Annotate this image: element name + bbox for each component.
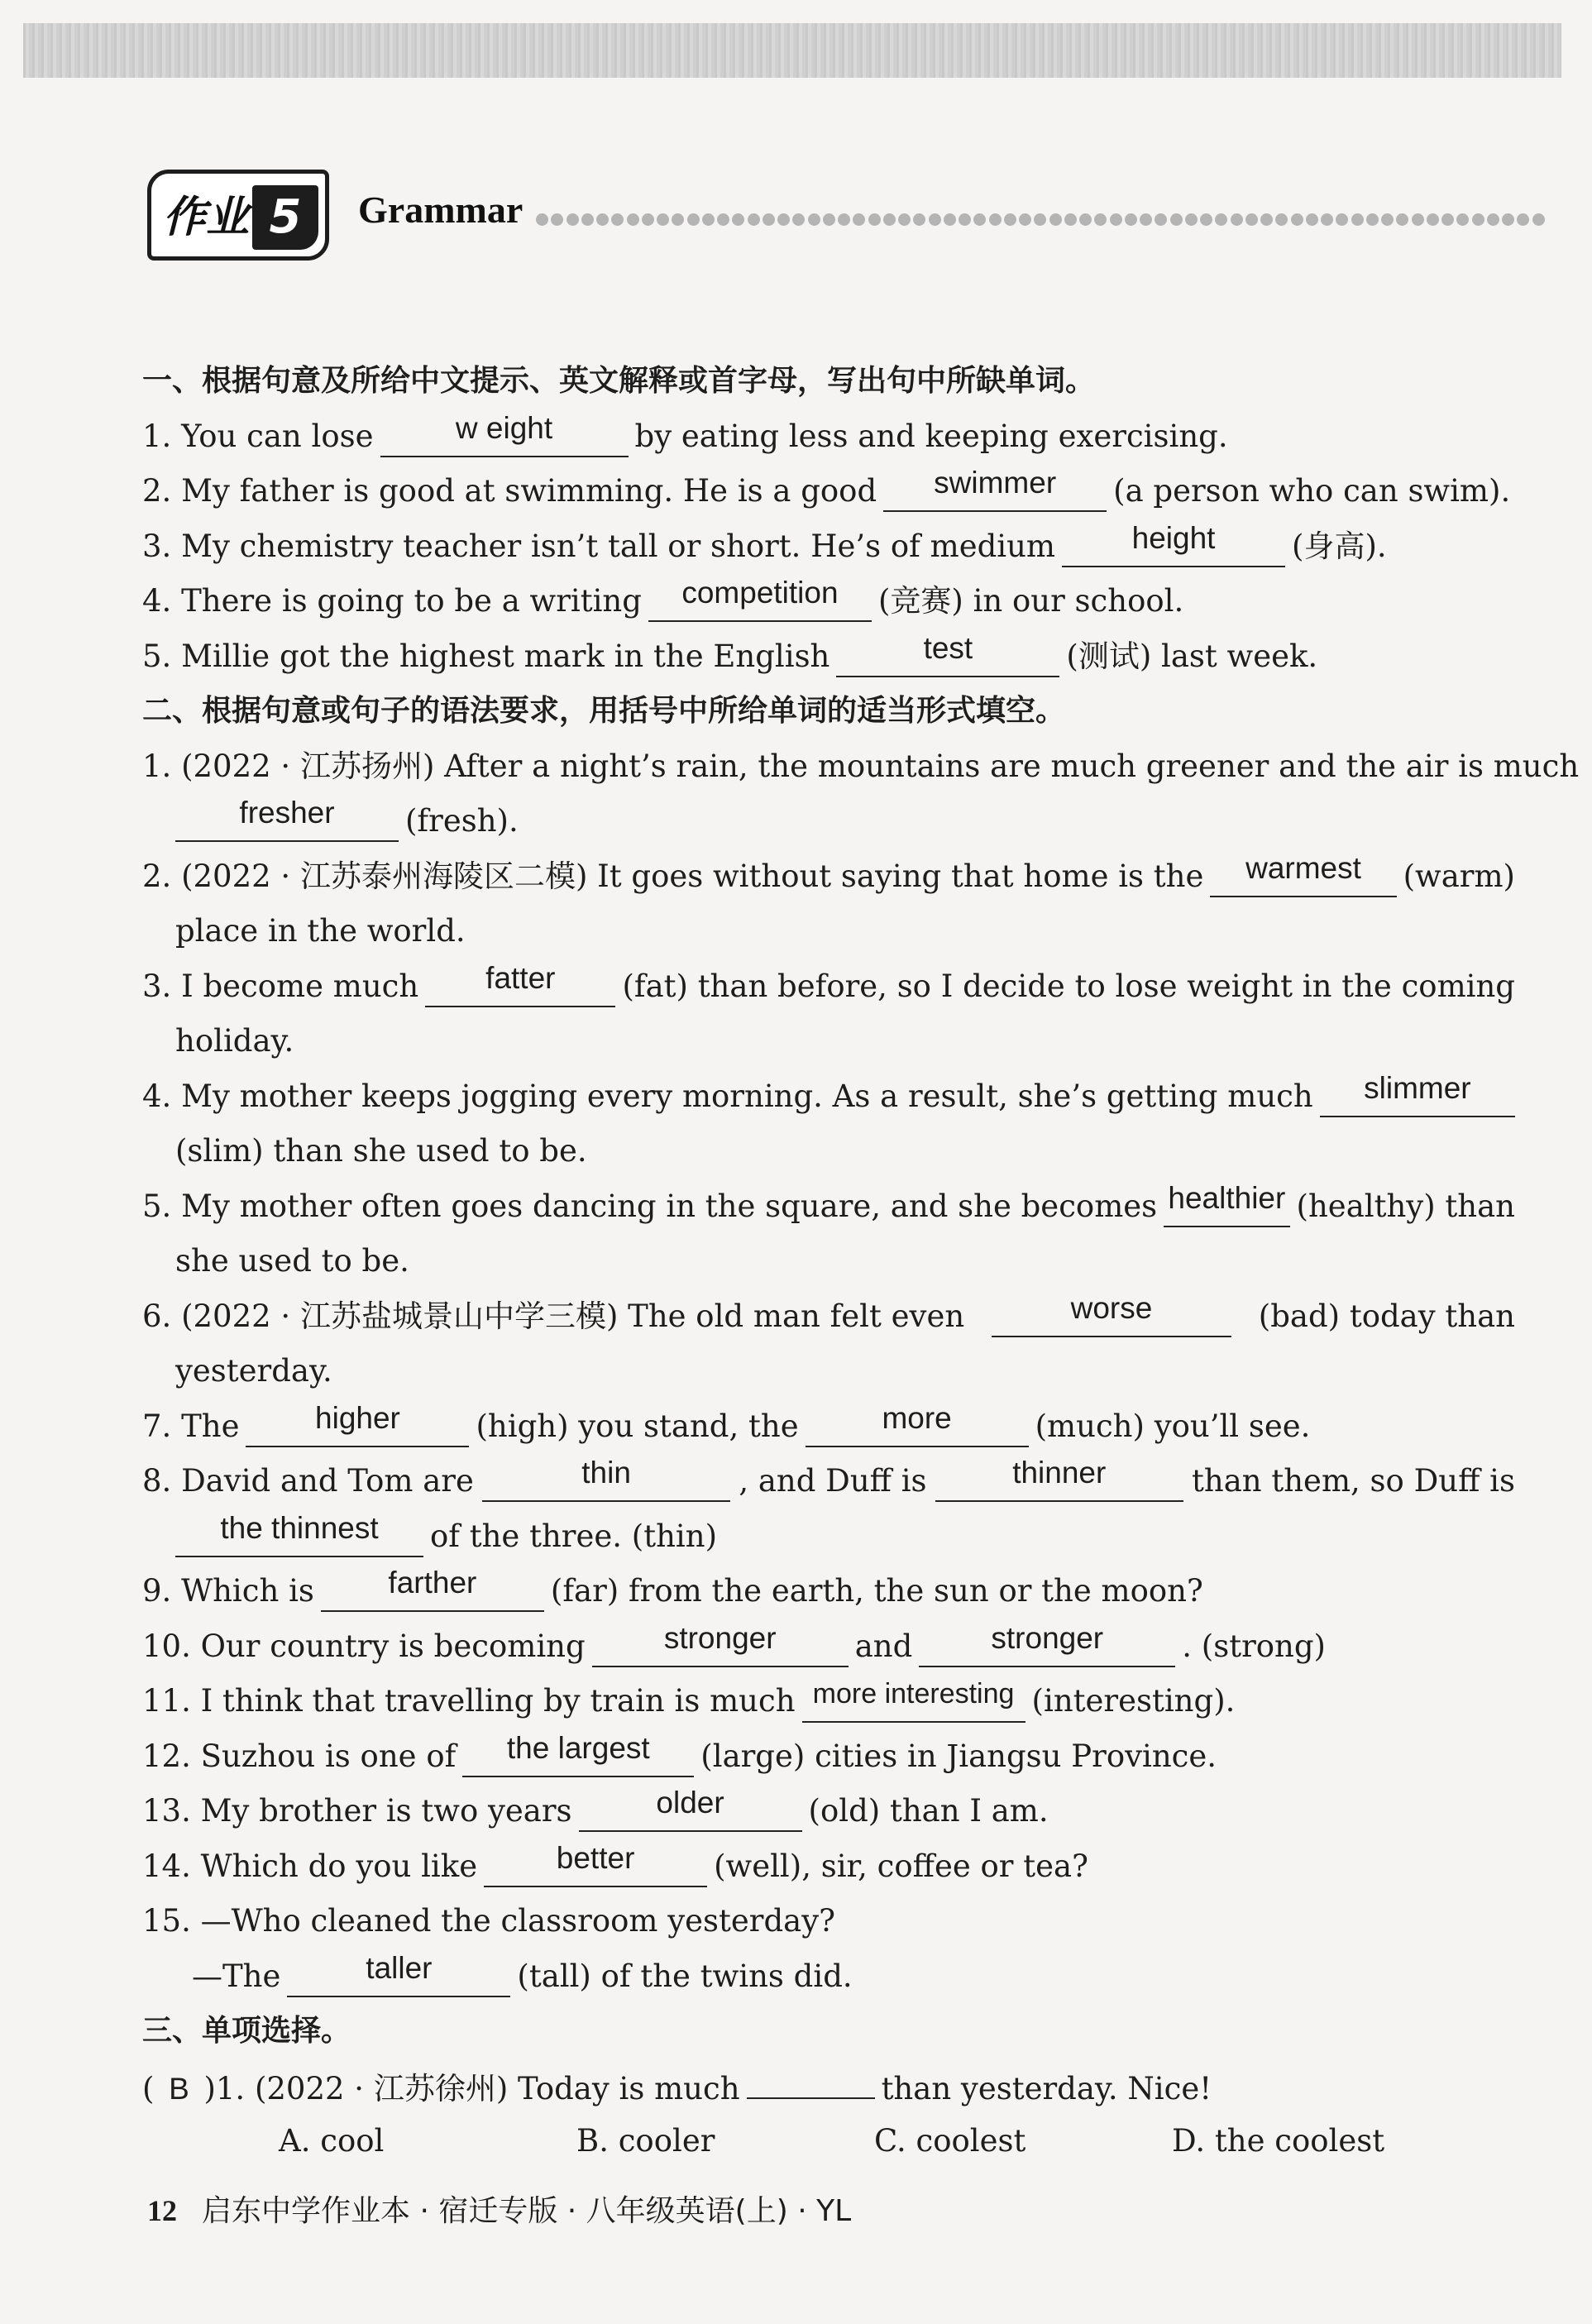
answer-blank[interactable]: higher (246, 1408, 469, 1447)
answer-blank[interactable]: swimmer (883, 472, 1107, 512)
s2-question-14: 14. Which do you like better (well), sir, coffee or tea? (142, 1839, 1515, 1895)
s2-question-12: 12. Suzhou is one of the largest (large) cities in Jiangsu Province. (142, 1729, 1515, 1785)
footer-text: 启东中学作业本 · 宿迁专版 · 八年级英语(上) · YL (202, 2194, 852, 2228)
answer-blank[interactable]: w eight (380, 418, 629, 457)
s2-question-3-line1: 3. I become much fatter (fat) than before, so I decide to lose weight in the coming (142, 959, 1515, 1015)
s2-question-6-line2: yesterday. (175, 1353, 332, 1389)
answer-blank[interactable]: height (1062, 528, 1285, 567)
assignment-badge (147, 170, 329, 261)
answer-blank[interactable]: farther (321, 1572, 544, 1612)
answer-blank[interactable]: stronger (592, 1628, 849, 1667)
scan-top-strip (23, 23, 1561, 78)
s3-question-1-options (142, 2114, 1515, 2169)
option-a[interactable]: A. cool (279, 2123, 385, 2159)
answer-blank[interactable]: slimmer (1320, 1078, 1515, 1117)
s2-question-9: 9. Which is farther (far) from the earth, the sun or the moon? (142, 1564, 1515, 1619)
s2-question-4-line2: (slim) than she used to be. (175, 1133, 587, 1169)
section2-heading: 二、根据句意或句子的语法要求，用括号中所给单词的适当形式填空。 (142, 694, 1066, 728)
s2-question-6-line1: 6. (2022 · 江苏盐城景山中学三模) The old man felt even worse (bad) today than (142, 1289, 1515, 1345)
s2-question-15-line2: —The taller (tall) of the twins did. (142, 1949, 1515, 2005)
answer-blank[interactable]: test (836, 638, 1059, 677)
answer-blank[interactable]: competition (648, 582, 872, 622)
option-c[interactable]: C. coolest (874, 2123, 1026, 2159)
s1-question-1: 1. You can lose w eight by eating less and keeping exercising. (142, 409, 1515, 465)
answer-blank[interactable]: the thinnest (175, 1518, 423, 1557)
s2-question-4-line1: 4. My mother keeps jogging every morning. As a result, she’s getting much slimmer (142, 1069, 1515, 1125)
answer-blank[interactable]: healthier (1164, 1188, 1289, 1227)
page-footer (147, 2188, 851, 2230)
choice-answer[interactable]: B (169, 2071, 189, 2106)
worksheet-content (142, 354, 1580, 2169)
section1-heading: 一、根据句意及所给中文提示、英文解释或首字母，写出句中所缺单词。 (142, 364, 1096, 398)
answer-blank[interactable]: fresher (175, 802, 399, 842)
s2-question-8-line2: the thinnest of the three. (thin) (142, 1509, 1515, 1565)
badge-text: 作业 (163, 193, 250, 242)
answer-blank[interactable]: the largest (462, 1738, 694, 1777)
s2-question-13: 13. My brother is two years older (old) than I am. (142, 1784, 1515, 1839)
s2-question-5-line1: 5. My mother often goes dancing in the square, and she becomes healthier (healthy) than (142, 1179, 1515, 1235)
s1-question-3: 3. My chemistry teacher isn’t tall or short. He’s of medium height (身高). (142, 519, 1515, 575)
option-b[interactable]: B. cooler (576, 2123, 715, 2159)
answer-blank[interactable]: taller (287, 1958, 510, 1997)
s2-question-5-line2: she used to be. (175, 1243, 409, 1279)
assignment-header (147, 170, 1553, 265)
option-d[interactable]: D. the coolest (1172, 2123, 1385, 2159)
answer-blank[interactable]: thinner (935, 1462, 1183, 1502)
answer-blank[interactable]: better (484, 1848, 707, 1887)
answer-blank[interactable]: thin (482, 1462, 730, 1502)
s2-question-8-line1: 8. David and Tom are thin , and Duff is thinner than them, so Duff is (142, 1454, 1515, 1509)
page-number: 12 (147, 2194, 177, 2227)
answer-blank[interactable]: older (579, 1792, 802, 1832)
s2-question-1-line2: fresher (fresh). (142, 794, 1515, 849)
s2-question-2-line2: place in the world. (175, 913, 466, 949)
s2-question-11: 11. I think that travelling by train is much more interesting (interesting). (142, 1674, 1515, 1729)
s1-question-5: 5. Millie got the highest mark in the English test (测试) last week. (142, 629, 1515, 685)
s3-question-1: ( B )1. (2022 · 江苏徐州) Today is much than yesterday. Nice! (142, 2059, 1515, 2115)
answer-blank[interactable]: fatter (425, 968, 615, 1007)
answer-blank[interactable] (747, 2059, 875, 2099)
s1-question-2: 2. My father is good at swimming. He is a good swimmer (a person who can swim). (142, 464, 1515, 519)
section3-heading: 三、单项选择。 (142, 2014, 351, 2048)
answer-blank[interactable]: stronger (919, 1628, 1175, 1667)
answer-blank[interactable]: more interesting (802, 1683, 1025, 1723)
answer-blank[interactable]: more (806, 1408, 1029, 1447)
page-title: Grammar (358, 189, 523, 231)
s2-question-15-line1: 15. —Who cleaned the classroom yesterday? (142, 1903, 835, 1939)
s2-question-2-line1: 2. (2022 · 江苏泰州海陵区二模) It goes without saying that home is the warmest (warm) (142, 849, 1515, 905)
s2-question-10: 10. Our country is becoming stronger and stronger . (strong) (142, 1619, 1515, 1675)
s1-question-4: 4. There is going to be a writing competition (竞赛) in our school. (142, 574, 1515, 629)
s2-question-3-line2: holiday. (175, 1023, 294, 1059)
dotted-divider (536, 209, 1545, 229)
badge-number: 5 (252, 185, 318, 250)
s2-question-1-line1: 1. (2022 · 江苏扬州) After a night’s rain, the mountains are much greener and the air is much (142, 748, 1580, 784)
s2-question-7: 7. The higher (high) you stand, the more (much) you’ll see. (142, 1399, 1515, 1455)
answer-blank[interactable]: worse (992, 1298, 1231, 1337)
answer-blank[interactable]: warmest (1210, 858, 1396, 897)
